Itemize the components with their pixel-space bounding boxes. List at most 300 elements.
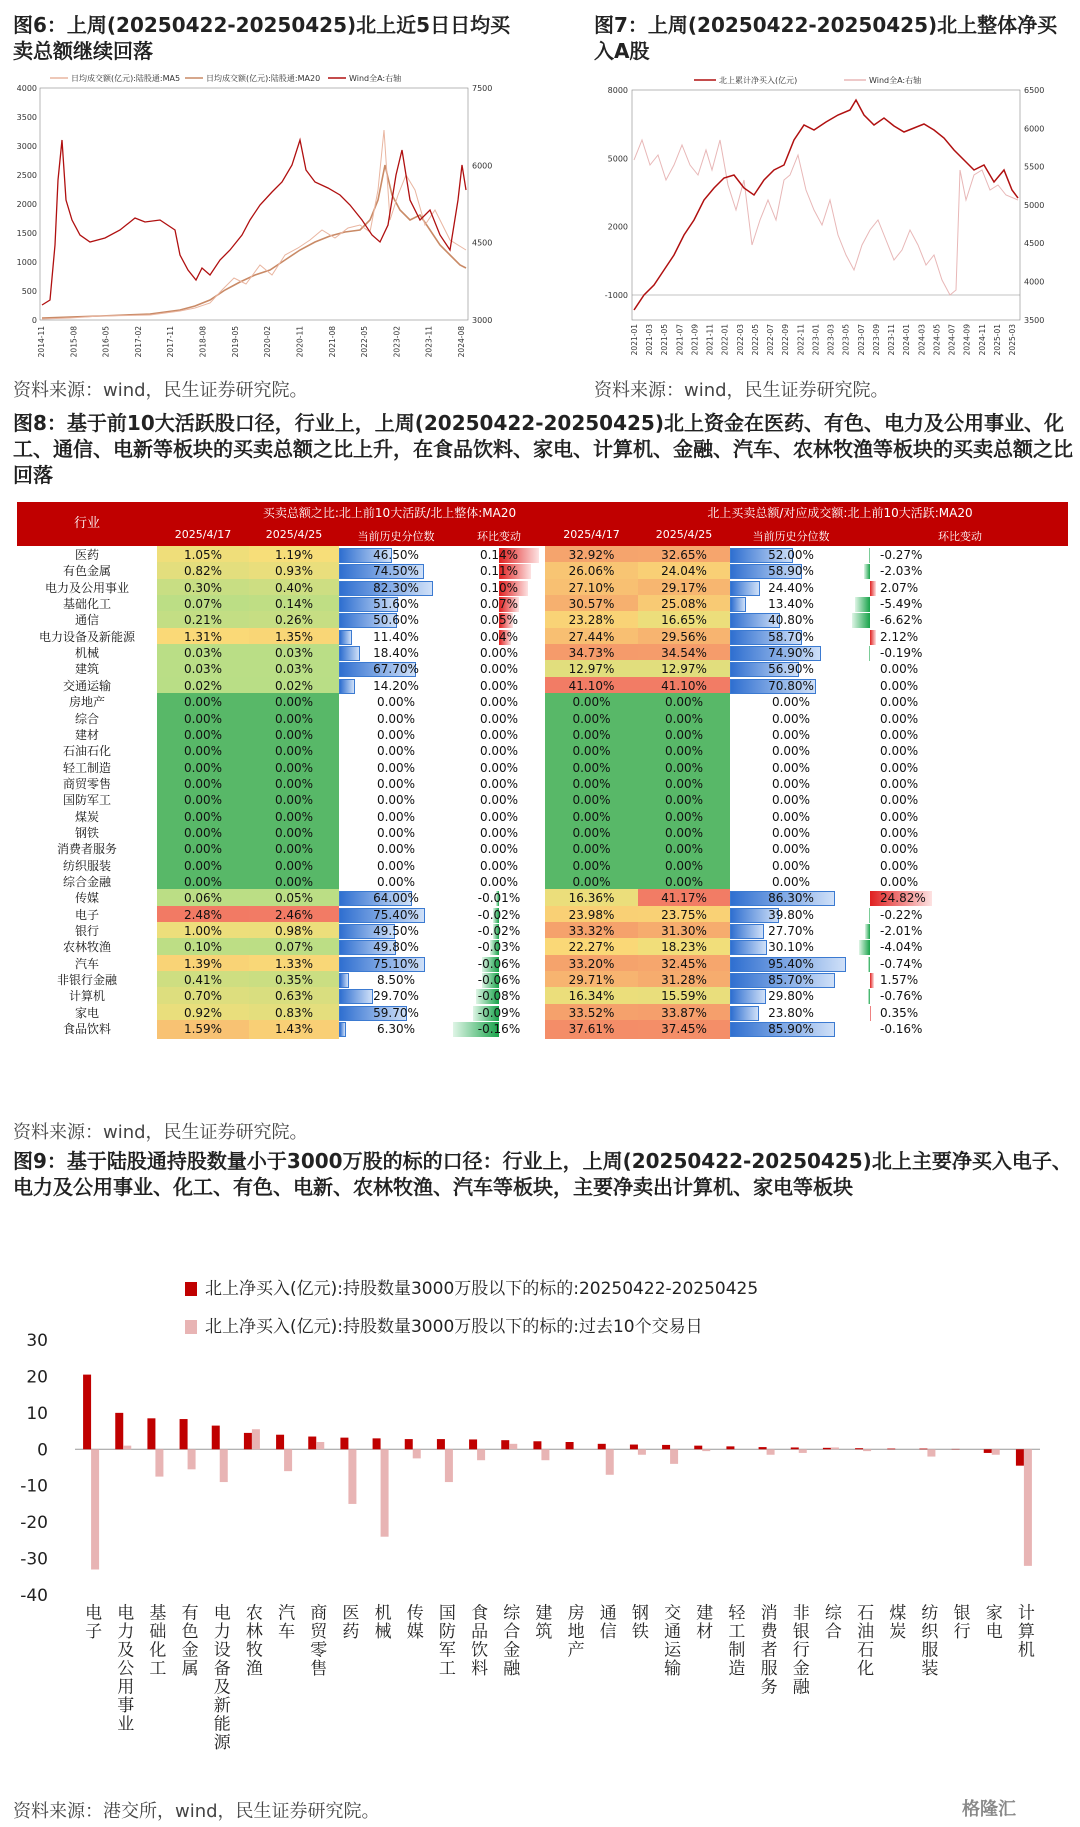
cell-value: 0.04% [479,629,519,644]
fig7-x-tick: 2021-07 [675,324,685,356]
cell-value: 0.00% [274,711,314,726]
industry-name: 钢铁 [74,825,99,840]
bar-ten-days [863,1449,871,1451]
cell-value: 0.00% [664,711,704,726]
cell-value: 0.41% [183,973,223,988]
fig8-table [17,502,1068,1116]
cell-value: -0.76% [880,989,923,1004]
cell-value: 0.00% [572,711,611,726]
cell-value: 33.87% [661,1005,707,1020]
cell-value: 85.90% [768,1022,814,1037]
x-tick: 汽车 [274,1603,295,1639]
x-tick: 综合金融 [499,1603,520,1676]
cell-value: -0.16% [880,1022,923,1037]
cell-value: 95.40% [768,956,814,971]
cell-value: 0.83% [274,1005,314,1020]
industry-name: 综合金融 [62,875,111,889]
cell-value: -0.01% [477,891,521,906]
change-bar [868,989,870,1004]
bar-week [694,1446,702,1450]
cell-value: 24.04% [661,564,707,579]
fig7-legend-cum: 北上累计净买入(亿元) [719,76,798,85]
cell-value: 0.00% [183,760,223,775]
cell-value: 0.30% [183,580,223,595]
cell-value: 18.40% [373,646,419,661]
cell-value: 51.60% [373,597,419,612]
bar-ten-days [188,1449,196,1469]
y-tick: 20 [26,1367,48,1388]
y-tick: -30 [20,1549,48,1570]
cell-value: 40.80% [768,613,814,628]
cell-value: 0.00% [376,842,416,857]
cell-value: 0.00% [479,678,519,693]
fig6-y-tick: 0 [31,316,37,325]
cell-value: 31.30% [661,924,707,939]
cell-value: 58.90% [768,564,814,579]
cell-value: 33.52% [568,1005,615,1020]
bar-ten-days [316,1442,324,1449]
fig7-x-tick: 2022-01 [720,324,730,356]
cell-value: 64.00% [373,891,419,906]
cell-value: 0.14% [479,548,519,562]
cell-value: 59.70% [373,1005,419,1020]
header-industry: 行业 [73,516,100,531]
cell-value: 0.00% [183,875,223,889]
cell-value: 37.45% [661,1022,707,1037]
x-tick: 电力设备及新能源 [209,1603,230,1750]
fig7-x-tick: 2021-11 [705,324,715,356]
cell-value: 0.00% [376,875,416,889]
x-tick: 轻工制造 [724,1603,745,1676]
bar-week [823,1448,831,1449]
cell-value: 0.00% [771,760,811,775]
fig6-y-tick: 1500 [16,229,37,238]
cell-value: 29.70% [373,989,419,1004]
cell-value: -0.19% [880,646,923,661]
x-tick: 非银行金融 [788,1603,809,1695]
change-bar [865,924,870,939]
fig6-legend [50,73,401,83]
industry-name: 国防军工 [62,793,111,808]
industry-name: 传媒 [74,891,99,906]
cell-value: 34.73% [568,646,615,661]
fig7-x-tick: 2024-11 [977,324,987,356]
cell-value: 0.63% [274,989,314,1004]
percentile-bar [339,646,360,661]
percentile-bar [730,597,746,612]
cell-value: 0.00% [572,825,611,840]
x-tick: 传媒 [402,1603,423,1639]
cell-value: 14.20% [373,678,419,693]
x-tick: 电子 [81,1603,102,1639]
cell-value: 0.00% [771,727,811,742]
bar-ten-days [413,1449,421,1458]
fig7-legend-wind: Wind全A:右轴 [869,76,922,85]
industry-name: 农林牧渔 [62,940,111,955]
fig9-title: 图9：基于陆股通持股数量小于3000万股的标的口径：行业上，上周(20250422-20250425)北上主要净买入电子、电力及公用事业、化工、有色、电新、农林牧渔、汽车等板块，主要净卖出计算机、家电等板块 [13,1149,1072,1199]
fig6-x-tick: 2018-08 [198,326,208,358]
cell-value: 2.46% [274,907,314,922]
fig7-x-tick: 2021-01 [630,324,639,356]
bar-ten-days [927,1449,935,1456]
cell-value: 41.17% [661,891,707,906]
cell-value: 0.00% [771,858,811,873]
cell-value: 8.50% [376,973,416,988]
bar-ten-days [220,1449,228,1482]
bar-week [469,1439,477,1449]
cell-value: 0.10% [183,940,223,955]
cell-value: 0.00% [183,695,223,710]
x-tick: 综合 [820,1603,841,1639]
cell-value: 49.80% [373,940,419,955]
watermark: 格隆汇 [962,1799,1016,1820]
table-cell [339,1020,453,1039]
cell-value: 1.05% [183,548,223,562]
bar-ten-days [155,1449,163,1476]
cell-value: 0.00% [479,809,519,824]
cell-value: 0.00% [880,662,919,677]
fig7-y2-tick: 6000 [1024,124,1045,134]
cell-value: 0.00% [479,646,519,661]
cell-value: 0.00% [771,809,811,824]
cell-value: 27.44% [568,629,615,644]
fig7-x-tick: 2024-09 [962,324,972,356]
header-col: 当前历史分位数 [752,530,830,543]
industry-name: 通信 [74,613,99,628]
fig7-x-tick: 2023-03 [826,324,836,356]
percentile-bar [730,989,766,1004]
cell-value: 33.20% [568,956,615,971]
cell-value: 1.19% [274,548,314,562]
cell-value: 31.28% [661,973,707,988]
cell-value: 0.00% [479,727,519,742]
cell-value: 0.00% [572,793,611,808]
cell-value: 1.35% [274,629,314,644]
cell-value: 0.00% [880,695,919,710]
table-cell [453,1020,545,1039]
cell-value: 0.35% [274,973,314,988]
cell-value: 2.12% [880,629,919,644]
cell-value: 82.30% [373,580,419,595]
industry-name: 有色金属 [62,564,111,579]
change-bar [870,581,876,596]
cell-value: 0.00% [664,760,704,775]
cell-value: 0.00% [183,809,223,824]
bar-week [759,1447,767,1449]
percentile-bar [730,940,767,955]
cell-value: 0.00% [771,825,811,840]
bar-ten-days [381,1449,389,1536]
cell-value: 0.00% [572,727,611,742]
x-tick: 基础化工 [145,1603,166,1676]
y-tick: -10 [20,1476,48,1497]
fig7-x-tick: 2022-05 [750,324,760,356]
fig7-y-tick: 8000 [607,86,628,95]
cell-value: 0.00% [880,776,919,791]
bar-ten-days [477,1449,485,1460]
header-col: 环比变动 [938,530,982,543]
cell-value: 0.00% [479,776,519,791]
cell-value: -0.16% [477,1022,521,1037]
cell-value: 0.00% [479,711,519,726]
cell-value: 1.39% [183,956,223,971]
fig7-chart [594,70,1074,380]
fig6-y-tick: 3000 [16,142,37,151]
cell-value: 0.00% [479,842,519,857]
cell-value: 0.00% [376,760,416,775]
fig6-x-tick: 2015-08 [69,326,79,358]
cell-value: 70.80% [768,678,814,693]
cell-value: 0.70% [183,989,223,1004]
change-bar [869,646,870,661]
industry-name: 轻工制造 [62,760,111,775]
bar-week [276,1435,284,1450]
cell-value: -5.49% [880,597,923,612]
cell-value: 0.00% [479,662,519,677]
fig6-y-tick: 1000 [16,258,37,267]
cell-value: 41.10% [661,678,707,693]
fig6-y-tick: 3500 [16,113,37,122]
x-tick: 煤炭 [885,1603,906,1639]
cell-value: -0.27% [880,548,923,562]
cell-value: 0.00% [479,695,519,710]
bar-ten-days [252,1429,260,1449]
header-col: 当前历史分位数 [357,530,435,543]
cell-value: 0.00% [880,727,919,742]
x-tick: 房地产 [563,1603,584,1658]
bar-week [533,1441,541,1449]
cell-value: 85.70% [768,973,814,988]
cell-value: 0.00% [479,875,519,889]
cell-value: 0.00% [880,678,919,693]
fig6-x-tick: 2017-02 [133,326,143,358]
bar-week [244,1433,252,1449]
industry-name: 食品饮料 [62,1022,111,1037]
y-tick: -20 [20,1513,48,1534]
cell-value: 16.36% [568,891,615,906]
fig7-y-tick: -1000 [604,290,628,300]
cell-value: 0.03% [183,662,223,677]
bar-ten-days [799,1449,807,1453]
cell-value: 0.21% [183,613,223,628]
cell-value: 0.07% [274,940,314,955]
x-tick: 钢铁 [627,1603,648,1639]
fig6-x-tick: 2021-08 [327,326,337,358]
cell-value: 27.70% [768,924,814,939]
fig7-x-tick: 2021-03 [645,324,655,356]
cell-value: 30.57% [568,597,615,612]
bar-week [598,1444,606,1449]
cell-value: 0.82% [183,564,223,579]
bar-ten-days [348,1449,356,1504]
x-tick: 食品饮料 [467,1603,488,1676]
cell-value: 0.35% [880,1005,919,1020]
cell-value: 0.00% [183,727,223,742]
cell-value: 0.00% [274,776,314,791]
cell-value: 0.00% [771,711,811,726]
fig6-y-tick: 2500 [16,171,37,180]
fig7-source: 资料来源：wind，民生证券研究院。 [594,380,889,401]
cell-value: 13.40% [768,597,814,612]
bar-week [984,1449,992,1453]
fig7-y2-tick: 6500 [1024,86,1045,95]
cell-value: 0.00% [880,825,919,840]
fig6-y-tick: 2000 [16,200,37,209]
cell-value: -0.02% [477,907,521,922]
cell-value: 0.06% [183,891,223,906]
header-col: 2025/4/17 [563,528,620,541]
cell-value: 39.80% [768,907,814,922]
cell-value: 6.30% [376,1022,416,1037]
fig6-y2-tick: 7500 [472,84,493,93]
cell-value: 2.07% [880,580,919,595]
fig6-chart [10,70,505,380]
fig8-source: 资料来源：wind，民生证券研究院。 [13,1122,308,1143]
cell-value: 29.71% [568,973,615,988]
bar-ten-days [702,1449,710,1451]
fig6-x-tick: 2020-02 [263,326,273,358]
fig6-legend-ma5: 日均成交额(亿元):陆股通:MA5 [71,74,181,83]
header-group2: 北上买卖总额/对应成交额:北上前10大活跃:MA20 [707,506,973,520]
fig9-chart [0,1260,1080,1805]
change-bar [868,957,870,972]
x-tick: 有色金属 [177,1603,198,1676]
fig7-x-tick: 2023-05 [841,324,851,356]
cell-value: 0.00% [664,695,704,710]
cell-value: 0.00% [376,776,416,791]
cell-value: 30.10% [768,940,814,955]
fig6-x-tick: 2017-11 [166,326,176,358]
cell-value: 75.40% [373,907,419,922]
cell-value: 29.17% [661,580,707,595]
bar-ten-days [1024,1449,1032,1566]
table-cell [730,1020,852,1039]
industry-name: 建材 [74,727,99,742]
industry-name: 煤炭 [74,809,99,824]
percentile-bar [730,581,760,596]
percentile-bar [339,989,373,1004]
cell-value: 23.75% [661,907,707,922]
change-bar [870,630,876,645]
bar-ten-days [670,1449,678,1464]
cell-value: 0.05% [479,613,519,628]
cell-value: 32.65% [661,548,707,562]
change-bar [864,564,870,579]
cell-value: 24.82% [880,891,926,906]
legend-swatch [185,1320,197,1334]
fig6-y2-tick: 4500 [472,238,493,248]
cell-value: 12.97% [661,662,707,677]
bar-ten-days [284,1449,292,1471]
bar-week [887,1449,895,1450]
cell-value: 2.48% [183,907,223,922]
cell-value: 0.00% [664,793,704,808]
bar-week [791,1447,799,1449]
bar-week [212,1426,220,1450]
cell-value: 0.00% [664,825,704,840]
cell-value: 52.00% [768,548,814,562]
bar-week [501,1440,509,1449]
fig9-legend [185,1279,758,1337]
industry-name: 交通运输 [62,678,111,693]
fig7-title: 图7：上周(20250422-20250425)北上整体净买入A股 [594,13,1058,63]
industry-name: 银行 [74,924,99,939]
cell-value: 0.03% [274,646,314,661]
cell-value: 25.08% [661,597,707,612]
y-tick: 0 [37,1440,48,1461]
percentile-bar [339,973,349,988]
cell-value: 29.80% [768,989,814,1004]
cell-value: -0.06% [477,956,521,971]
industry-name: 纺织服装 [62,858,111,873]
cell-value: 1.59% [183,1022,223,1037]
fig6-y2-tick: 6000 [472,161,493,171]
industry-name: 商贸零售 [62,776,111,791]
fig7-x-tick: 2021-09 [690,324,700,356]
fig7-x-tick: 2025-01 [992,324,1002,356]
cell-value: 74.90% [768,646,814,661]
bar-ten-days [509,1444,517,1449]
cell-value: 0.03% [183,646,223,661]
fig6-x-tick: 2022-05 [360,326,370,358]
cell-value: 16.65% [661,613,707,628]
cell-value: 0.00% [664,858,704,873]
cell-value: 0.00% [183,744,223,759]
fig6-x-tick: 2023-11 [424,326,434,358]
cell-value: -4.04% [880,940,923,955]
cell-value: 18.23% [661,940,707,955]
cell-value: 0.00% [376,793,416,808]
cell-value: 0.40% [274,580,314,595]
fig6-title: 图6：上周(20250422-20250425)北上近5日日均买卖总额继续回落 [13,13,511,63]
cell-value: 0.07% [479,597,519,612]
cell-value: 1.00% [183,924,223,939]
cell-value: 0.02% [183,678,223,693]
bar-ten-days [831,1447,839,1449]
cell-value: 0.00% [771,776,811,791]
x-tick: 交通运输 [660,1603,681,1676]
cell-value: 0.00% [376,711,416,726]
cell-value: 0.00% [183,825,223,840]
bar-week [373,1438,381,1449]
bar-week [566,1442,574,1449]
cell-value: 37.61% [568,1022,615,1037]
fig7-x-tick: 2023-07 [856,324,866,356]
x-tick: 消费者服务 [756,1603,777,1695]
cell-value: 0.00% [274,825,314,840]
cell-value: 0.00% [183,776,223,791]
industry-name: 电子 [74,907,99,922]
cell-value: 0.00% [479,744,519,759]
cell-value: 0.00% [572,875,611,889]
fig7-x-tick: 2023-09 [871,324,881,356]
cell-value: -0.06% [477,973,521,988]
table-cell [545,1020,638,1039]
cell-value: 0.00% [664,875,704,889]
cell-value: 67.70% [373,662,419,677]
change-bar [869,908,870,923]
cell-value: 0.00% [771,793,811,808]
cell-value: 75.10% [373,956,419,971]
bar-week [437,1439,445,1449]
cell-value: 32.92% [568,548,615,562]
bar-week [180,1419,188,1449]
x-tick: 建材 [692,1603,713,1639]
cell-value: 0.00% [183,711,223,726]
industry-name: 电力及公用事业 [44,580,129,595]
cell-value: -0.22% [880,907,923,922]
x-tick: 商贸零售 [306,1603,327,1676]
